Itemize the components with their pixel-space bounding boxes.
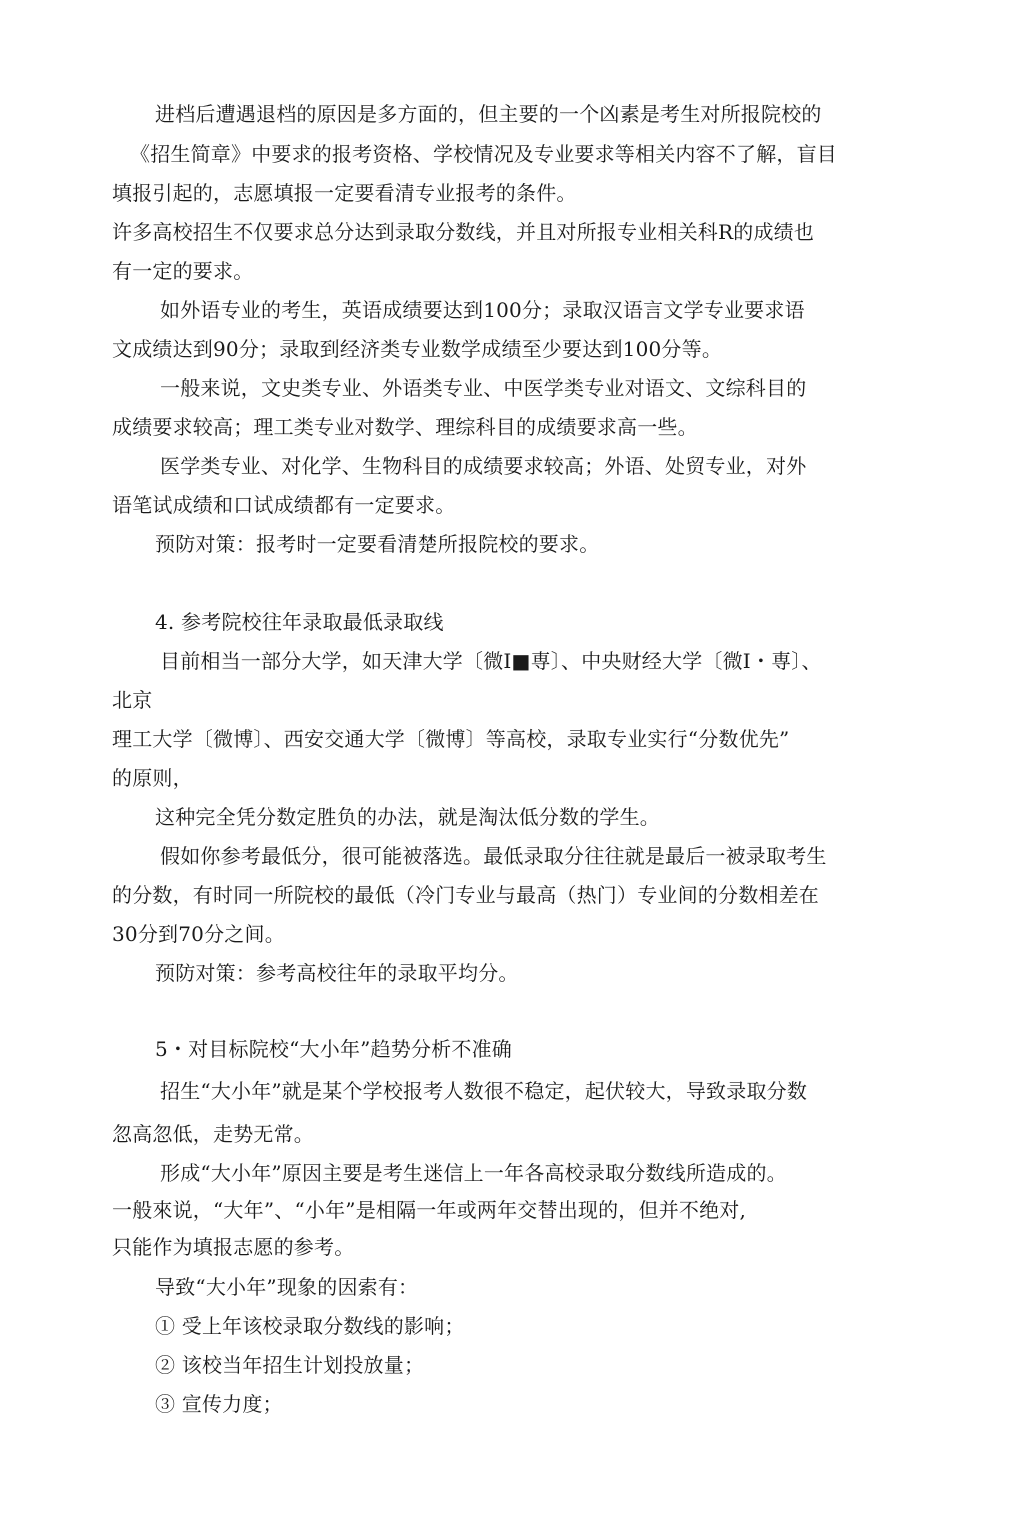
text-line-24: 招生“大小年”就是某个学校报考人数很不稳定，起伏较大，导致录取分数 bbox=[160, 1079, 808, 1103]
text-line-6: 如外语专业的考生，英语成绩要达到100分；录取汉语言文学专业要求语 bbox=[160, 298, 805, 322]
text-line-20: 的分数，有时同一所院校的最低（冷门专业与最高（热门）专业间的分数相差在 bbox=[112, 883, 819, 907]
text-line-14: 目前相当一部分大学，如天津大学〔微I■専〕、中央财经大学〔微I・専〕、 bbox=[160, 649, 822, 673]
text-line-11: 语笔试成绩和口试成绩都有一定要求。 bbox=[112, 493, 456, 517]
text-line-18: 这种完全凭分数定胜负的办法，就是淘汰低分数的学生。 bbox=[155, 805, 660, 829]
text-line-26: 形成“大小年”原因主要是考生迷信上一年各高校录取分数线所造成的。 bbox=[160, 1161, 787, 1185]
text-line-2: 《招生简章》中要求的报考资格、学校情况及专业要求等相关内容不了解，盲目 bbox=[130, 142, 837, 166]
list-item-2: ② 该校当年招生计划投放量； bbox=[155, 1353, 425, 1377]
text-line-15: 北京 bbox=[112, 688, 153, 712]
text-line-10: 医学类专业、对化学、生物科目的成绩要求较高；外语、处贸专业，对外 bbox=[160, 454, 807, 478]
text-line-25: 忽高忽低，走势无常。 bbox=[112, 1122, 314, 1146]
text-line-29: 导致“大小年”现象的因索有： bbox=[155, 1275, 419, 1299]
text-line-17: 的原则， bbox=[112, 766, 193, 790]
text-line-3: 填报引起的，志愿填报一定要看清专业报考的条件。 bbox=[112, 181, 577, 205]
text-line-9: 成绩要求较高；理工类专业对数学、理综科目的成绩要求高一些。 bbox=[112, 415, 698, 439]
text-line-16: 理工大学〔微博〕、西安交通大学〔微博〕等高校，录取专业实行“分数优先” bbox=[112, 727, 790, 751]
text-line-22: 预防对策：参考高校往年的录取平均分。 bbox=[155, 961, 519, 985]
text-line-27: 一般來说，“大年”、“小年”是相隔一年或两年交替出现的，但并不绝对, bbox=[112, 1198, 747, 1222]
list-item-3: ③ 宣传力度； bbox=[155, 1392, 283, 1416]
section-heading-4: 4. 参考院校往年录取最低录取线 bbox=[155, 610, 444, 634]
text-line-7: 文成绩达到90分；录取到经济类专业数学成绩至少要达到100分等。 bbox=[112, 337, 723, 361]
text-line-8: 一般来说，文史类专业、外语类专业、中医学类专业对语文、文综科目的 bbox=[160, 376, 807, 400]
text-line-19: 假如你参考最低分，很可能被落选。最低录取分往往就是最后一被录取考生 bbox=[160, 844, 827, 868]
text-line-4: 许多高校招生不仅要求总分达到录取分数线，并且对所报专业相关科R的成绩也 bbox=[112, 220, 815, 244]
text-line-5: 有一定的要求。 bbox=[112, 259, 254, 283]
text-line-28: 只能作为填报志愿的参考。 bbox=[112, 1235, 355, 1259]
list-item-1: ① 受上年该校录取分数线的影响； bbox=[155, 1314, 465, 1338]
text-line-12: 预防对策：报考时一定要看清楚所报院校的要求。 bbox=[155, 532, 600, 556]
text-line-1: 进档后遭遇退档的原因是多方面的，但主要的一个凶素是考生对所报院校的 bbox=[155, 102, 822, 126]
text-line-21: 30分到70分之间。 bbox=[112, 922, 285, 946]
section-heading-5: 5・对目标院校“大小年”趋势分析不准确 bbox=[155, 1037, 512, 1061]
